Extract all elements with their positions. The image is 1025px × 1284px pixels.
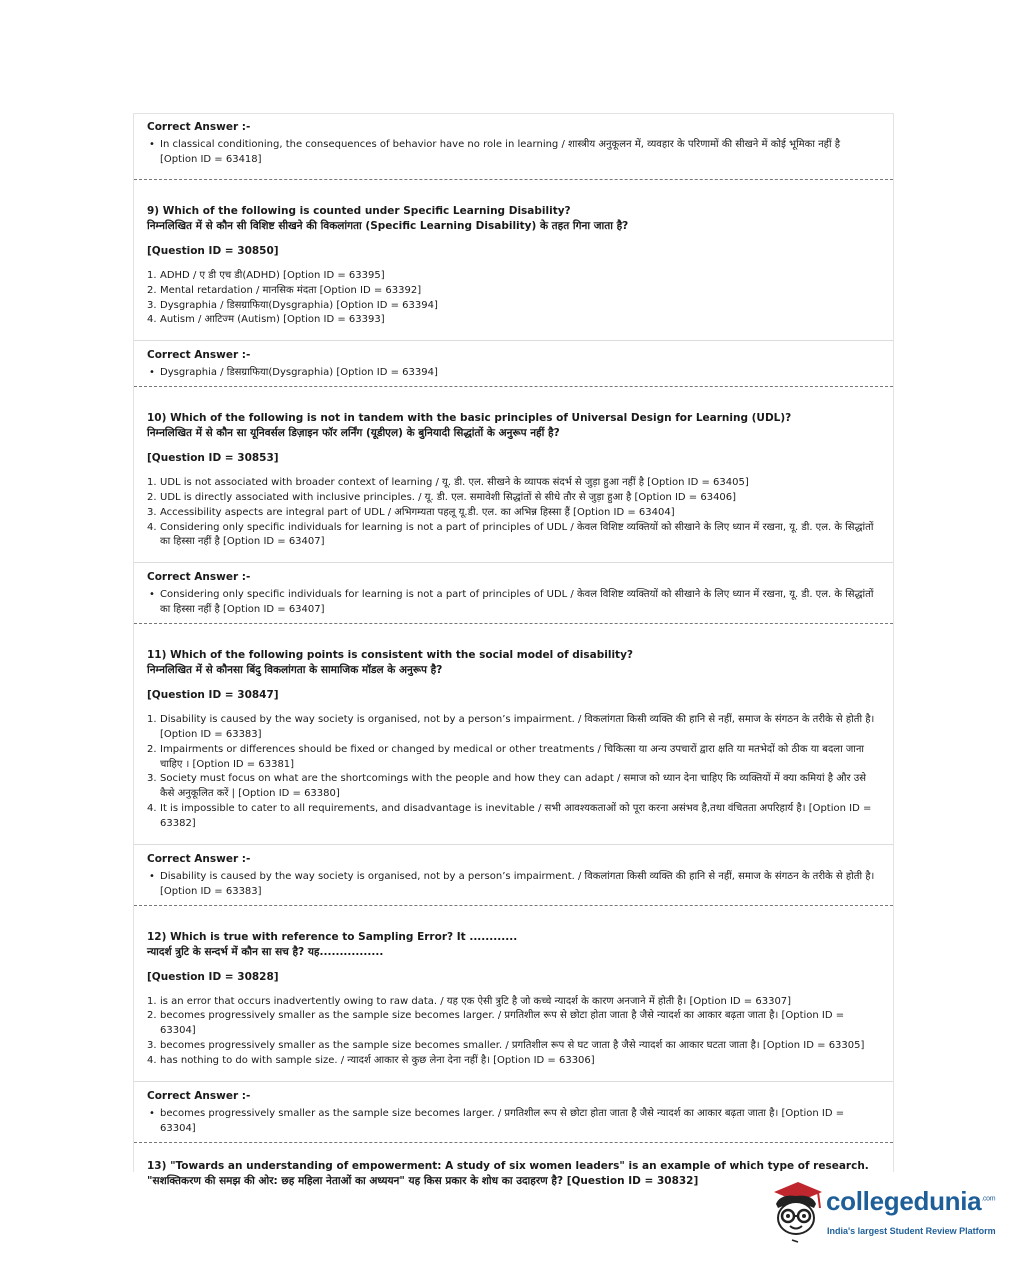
question-block-11 [134, 624, 893, 837]
question-id: [Question ID = 30847] [147, 689, 279, 702]
question-id: [Question ID = 30828] [147, 970, 279, 983]
question-title-hi: "सशक्तिकरण की समझ की ओर: छह महिला नेताओं का अध्ययन" यह किस प्रकार के शोध का उदाहरण है? [Question ID = 30832] [147, 1174, 699, 1187]
option-item: 3. becomes progressively smaller as the sample size becomes smaller. / प्रगतिशील रूप से घट जाता है जैसे न्यादर्श का आकार घटता जाता है। [Option ID = 63305] [147, 1039, 865, 1051]
option-item: 3. Accessibility aspects are integral part of UDL / अभिगम्यता पहलू यू.डी. एल. का अभिन्न हिस्सा हैं [Option ID = 63404] [147, 506, 675, 518]
option-item: 2. becomes progressively smaller as the sample size becomes larger. / प्रगतिशील रूप से छोटा होता जाता है जैसे न्यादर्श का आकार बढ़ता जाता है। [Option ID = 63304] [147, 1010, 845, 1037]
option-item: 4. Considering only specific individuals for learning is not a part of principles of UDL / केवल विशिष्ट व्यक्तियों को सीखाने के लिए ध्यान में रखना, यू. डी. एल. के सिद्धांतों का हिस्सा नहीं है [Option ID = 63407] [147, 521, 874, 548]
answer-block-9 [134, 340, 893, 386]
question-title-hi: निम्नलिखित में से कौनसा बिंदु विकलांगता के सामाजिक मॉडल के अनुरूप है? [147, 664, 443, 677]
question-title-hi: निम्नलिखित में से कौन सा यूनिवर्सल डिज़ाइन फॉर लर्निंग (यूडीएल) के बुनियादी सिद्धांतों के अनुरूप नहीं है? [147, 427, 560, 440]
answer-block-12 [134, 1081, 893, 1142]
prev-answer-block [134, 114, 893, 173]
answer-text: • Considering only specific individuals for learning is not a part of principles of UDL / केवल विशिष्ट व्यक्तियों को सीखाने के लिए ध्यान में रखना, यू. डी. एल. के सिद्धांतों का हिस्सा नहीं है [Option ID = 63407] [147, 587, 880, 617]
question-title-hi: न्यादर्श त्रुटि के सन्दर्भ में कौन सा सच है? यह................ [147, 945, 384, 958]
answer-text: • In classical conditioning, the consequences of behavior have no role in learning / शास्त्रीय अनुकूलन में, व्यवहार के परिणामों की सीखने में कोई भूमिका नहीं है [Option ID = 63418] [147, 137, 880, 167]
document-page [133, 113, 894, 1187]
collegedunia-logo[interactable] [766, 1178, 996, 1246]
options-list [147, 269, 880, 328]
answer-list [147, 587, 880, 617]
answer-text: • Disability is caused by the way society is organised, not by a person’s impairment. / विकलांगता किसी व्यक्ति की हानि से नहीं, समाज के संगठन के तरीके से होती है। [Option ID = 63383] [147, 869, 880, 899]
question-title-en: 9) Which of the following is counted under Specific Learning Disability? [147, 205, 571, 217]
correct-answer-label: Correct Answer :- [147, 852, 251, 865]
question-id: [Question ID = 30853] [147, 452, 279, 465]
question-block-9 [134, 180, 893, 334]
answer-list [147, 365, 880, 380]
question-block-12 [134, 906, 893, 1075]
correct-answer-label: Correct Answer :- [147, 349, 251, 362]
question-title-en: 13) "Towards an understanding of empowerment: A study of six women leaders" is an example of which type of research. [147, 1159, 869, 1172]
answer-list [147, 1106, 880, 1136]
answer-block-11 [134, 844, 893, 905]
option-item: 2. UDL is directly associated with inclusive principles. / यू. डी. एल. समावेशी सिद्धांतों से सीधे तौर से जुड़ा हुआ है [Option ID = 63406] [147, 491, 737, 503]
option-item: 2. Mental retardation / मानसिक मंदता [Option ID = 63392] [147, 284, 422, 296]
logo-tagline: India's largest Student Review Platform [827, 1226, 996, 1236]
option-item: 1. Disability is caused by the way society is organised, not by a person’s impairment. / विकलांगता किसी व्यक्ति की हानि से नहीं, समाज के संगठन के तरीके से होती है। [Option ID = 63383] [147, 714, 875, 740]
mascot-icon [766, 1178, 826, 1246]
option-item: 4. Autism / आटिज्म (Autism) [Option ID = 63393] [147, 314, 385, 326]
option-item: 1. is an error that occurs inadvertently owing to raw data. / यह एक ऐसी त्रुटि है जो कच्चे न्यादर्श के कारण अनजाने में होती है। [Option ID = 63307] [147, 995, 792, 1007]
answer-text: • Dysgraphia / डिसग्राफिया(Dysgraphia) [Option ID = 63394] [147, 365, 880, 380]
options-list [147, 476, 880, 550]
answer-list [147, 137, 880, 167]
answer-list [147, 869, 880, 899]
question-title-hi: निम्नलिखित में से कौन सी विशिष्ट सीखने की विकलांगता (Specific Learning Disability) के तहत गिना जाता है? [147, 220, 629, 232]
option-item: 1. UDL is not associated with broader context of learning / यू. डी. एल. सीखने के व्यापक संदर्भ से जुड़ा हुआ नहीं है [Option ID = 63405] [147, 477, 749, 489]
question-title-en: 12) Which is true with reference to Sampling Error? It ............ [147, 930, 518, 943]
answer-text: • becomes progressively smaller as the sample size becomes larger. / प्रगतिशील रूप से छोटा होता जाता है जैसे न्यादर्श का आकार बढ़ता जाता है। [Option ID = 63304] [147, 1106, 880, 1136]
question-title-en: 10) Which of the following is not in tandem with the basic principles of Universal Design for Learning (UDL)? [147, 412, 792, 425]
correct-answer-label: Correct Answer :- [147, 571, 251, 584]
question-title-en: 11) Which of the following points is consistent with the social model of disability? [147, 649, 634, 662]
option-item: 1. ADHD / ए डी एच डी(ADHD) [Option ID = 63395] [147, 270, 385, 281]
option-item: 4. It is impossible to cater to all requirements, and disadvantage is inevitable / सभी आवश्यकताओं को पूरा करना असंभव है,तथा वंचितता अपरिहार्य है। [Option ID = 63382] [147, 802, 872, 829]
option-item: 4. has nothing to do with sample size. / न्यादर्श आकार से कुछ लेना देना नहीं है। [Option ID = 63306] [147, 1054, 595, 1066]
option-item: 3. Dysgraphia / डिसग्राफिया(Dysgraphia) [Option ID = 63394] [147, 299, 438, 311]
options-list [147, 713, 880, 831]
correct-answer-label: Correct Answer :- [147, 121, 251, 133]
option-item: 2. Impairments or differences should be fixed or changed by medical or other treatments / चिकित्सा या अन्य उपचारों द्वारा क्षति या मतभेदों को ठीक या बदला जाना चाहिए । [Option ID = 63381] [147, 743, 864, 770]
options-list [147, 995, 880, 1069]
option-item: 3. Society must focus on what are the shortcomings with the people and how they can adapt / समाज को ध्यान देना चाहिए कि व्यक्तियों में क्या कमियां है और उसे कैसे अनुकूलित करें | [Option ID = 63380] [147, 773, 866, 800]
logo-wordmark: collegedunia$^{.com}$ [826, 1186, 996, 1216]
answer-block-10 [134, 562, 893, 623]
question-id: [Question ID = 30850] [147, 245, 279, 257]
question-block-10 [134, 387, 893, 556]
correct-answer-label: Correct Answer :- [147, 1089, 251, 1102]
